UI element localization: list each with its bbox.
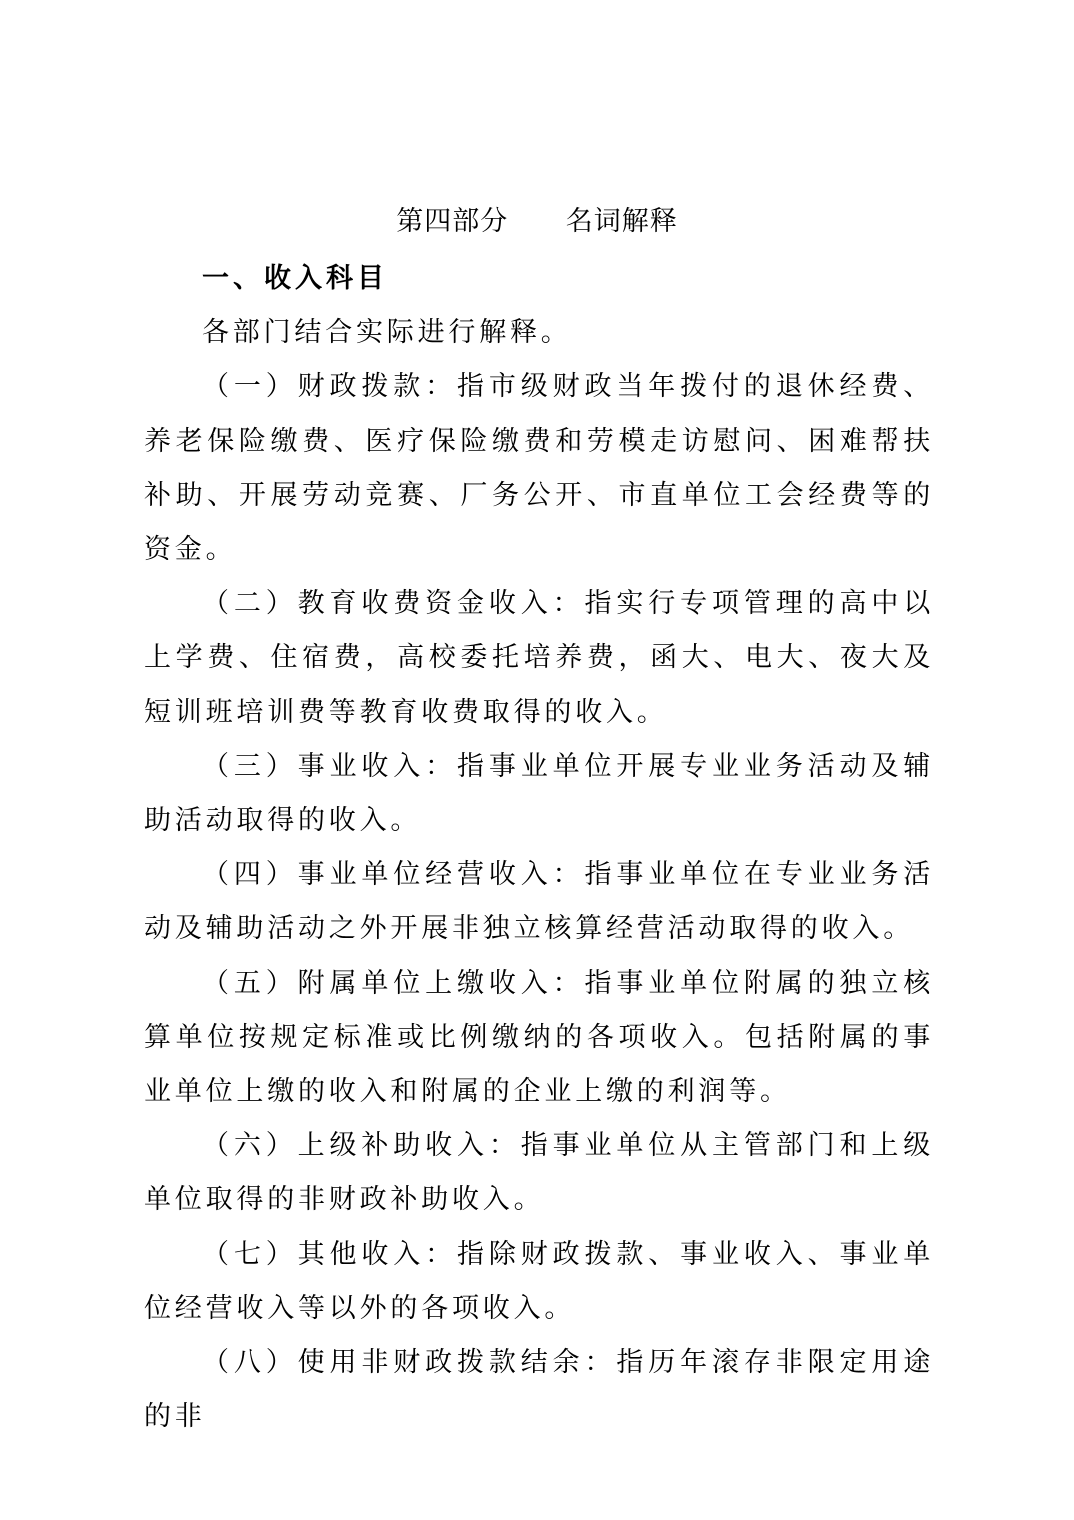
paragraph-item-5: （五）附属单位上缴收入：指事业单位附属的独立核算单位按规定标准或比例缴纳的各项收入。包括附属的事业单位上缴的收入和附属的企业上缴的利润等。 [144,967,934,1108]
paragraph-item-6: （六）上级补助收入：指事业单位从主管部门和上级单位取得的非财政补助收入。 [144,1130,934,1216]
paragraph-item-1: （一）财政拨款：指市级财政当年拨付的退休经费、养老保险缴费、医疗保险缴费和劳模走访慰问、困难帮扶补助、开展劳动竞赛、厂务公开、市直单位工会经费等的资金。 [144,371,934,566]
paragraph-item-7: （七）其他收入：指除财政拨款、事业收入、事业单位经营收入等以外的各项收入。 [144,1238,934,1324]
paragraph-item-2: （二）教育收费资金收入：指实行专项管理的高中以上学费、住宿费，高校委托培养费，函大、电大、夜大及短训班培训费等教育收费取得的收入。 [144,588,934,728]
document-body [144,252,934,1444]
paragraph-item-4: （四）事业单位经营收入：指事业单位在专业业务活动及辅助活动之外开展非独立核算经营活动取得的收入。 [144,859,934,945]
paragraph-item-3: （三）事业收入：指事业单位开展专业业务活动及辅助活动取得的收入。 [144,750,934,837]
paragraph-intro: 各部门结合实际进行解释。 [202,317,572,349]
paragraph-item-8: （八）使用非财政拨款结余：指历年滚存非限定用途的非 [144,1347,934,1433]
section-heading: 一、收入科目 [202,263,388,294]
page-title: 第四部分 名词解释 [396,206,678,237]
